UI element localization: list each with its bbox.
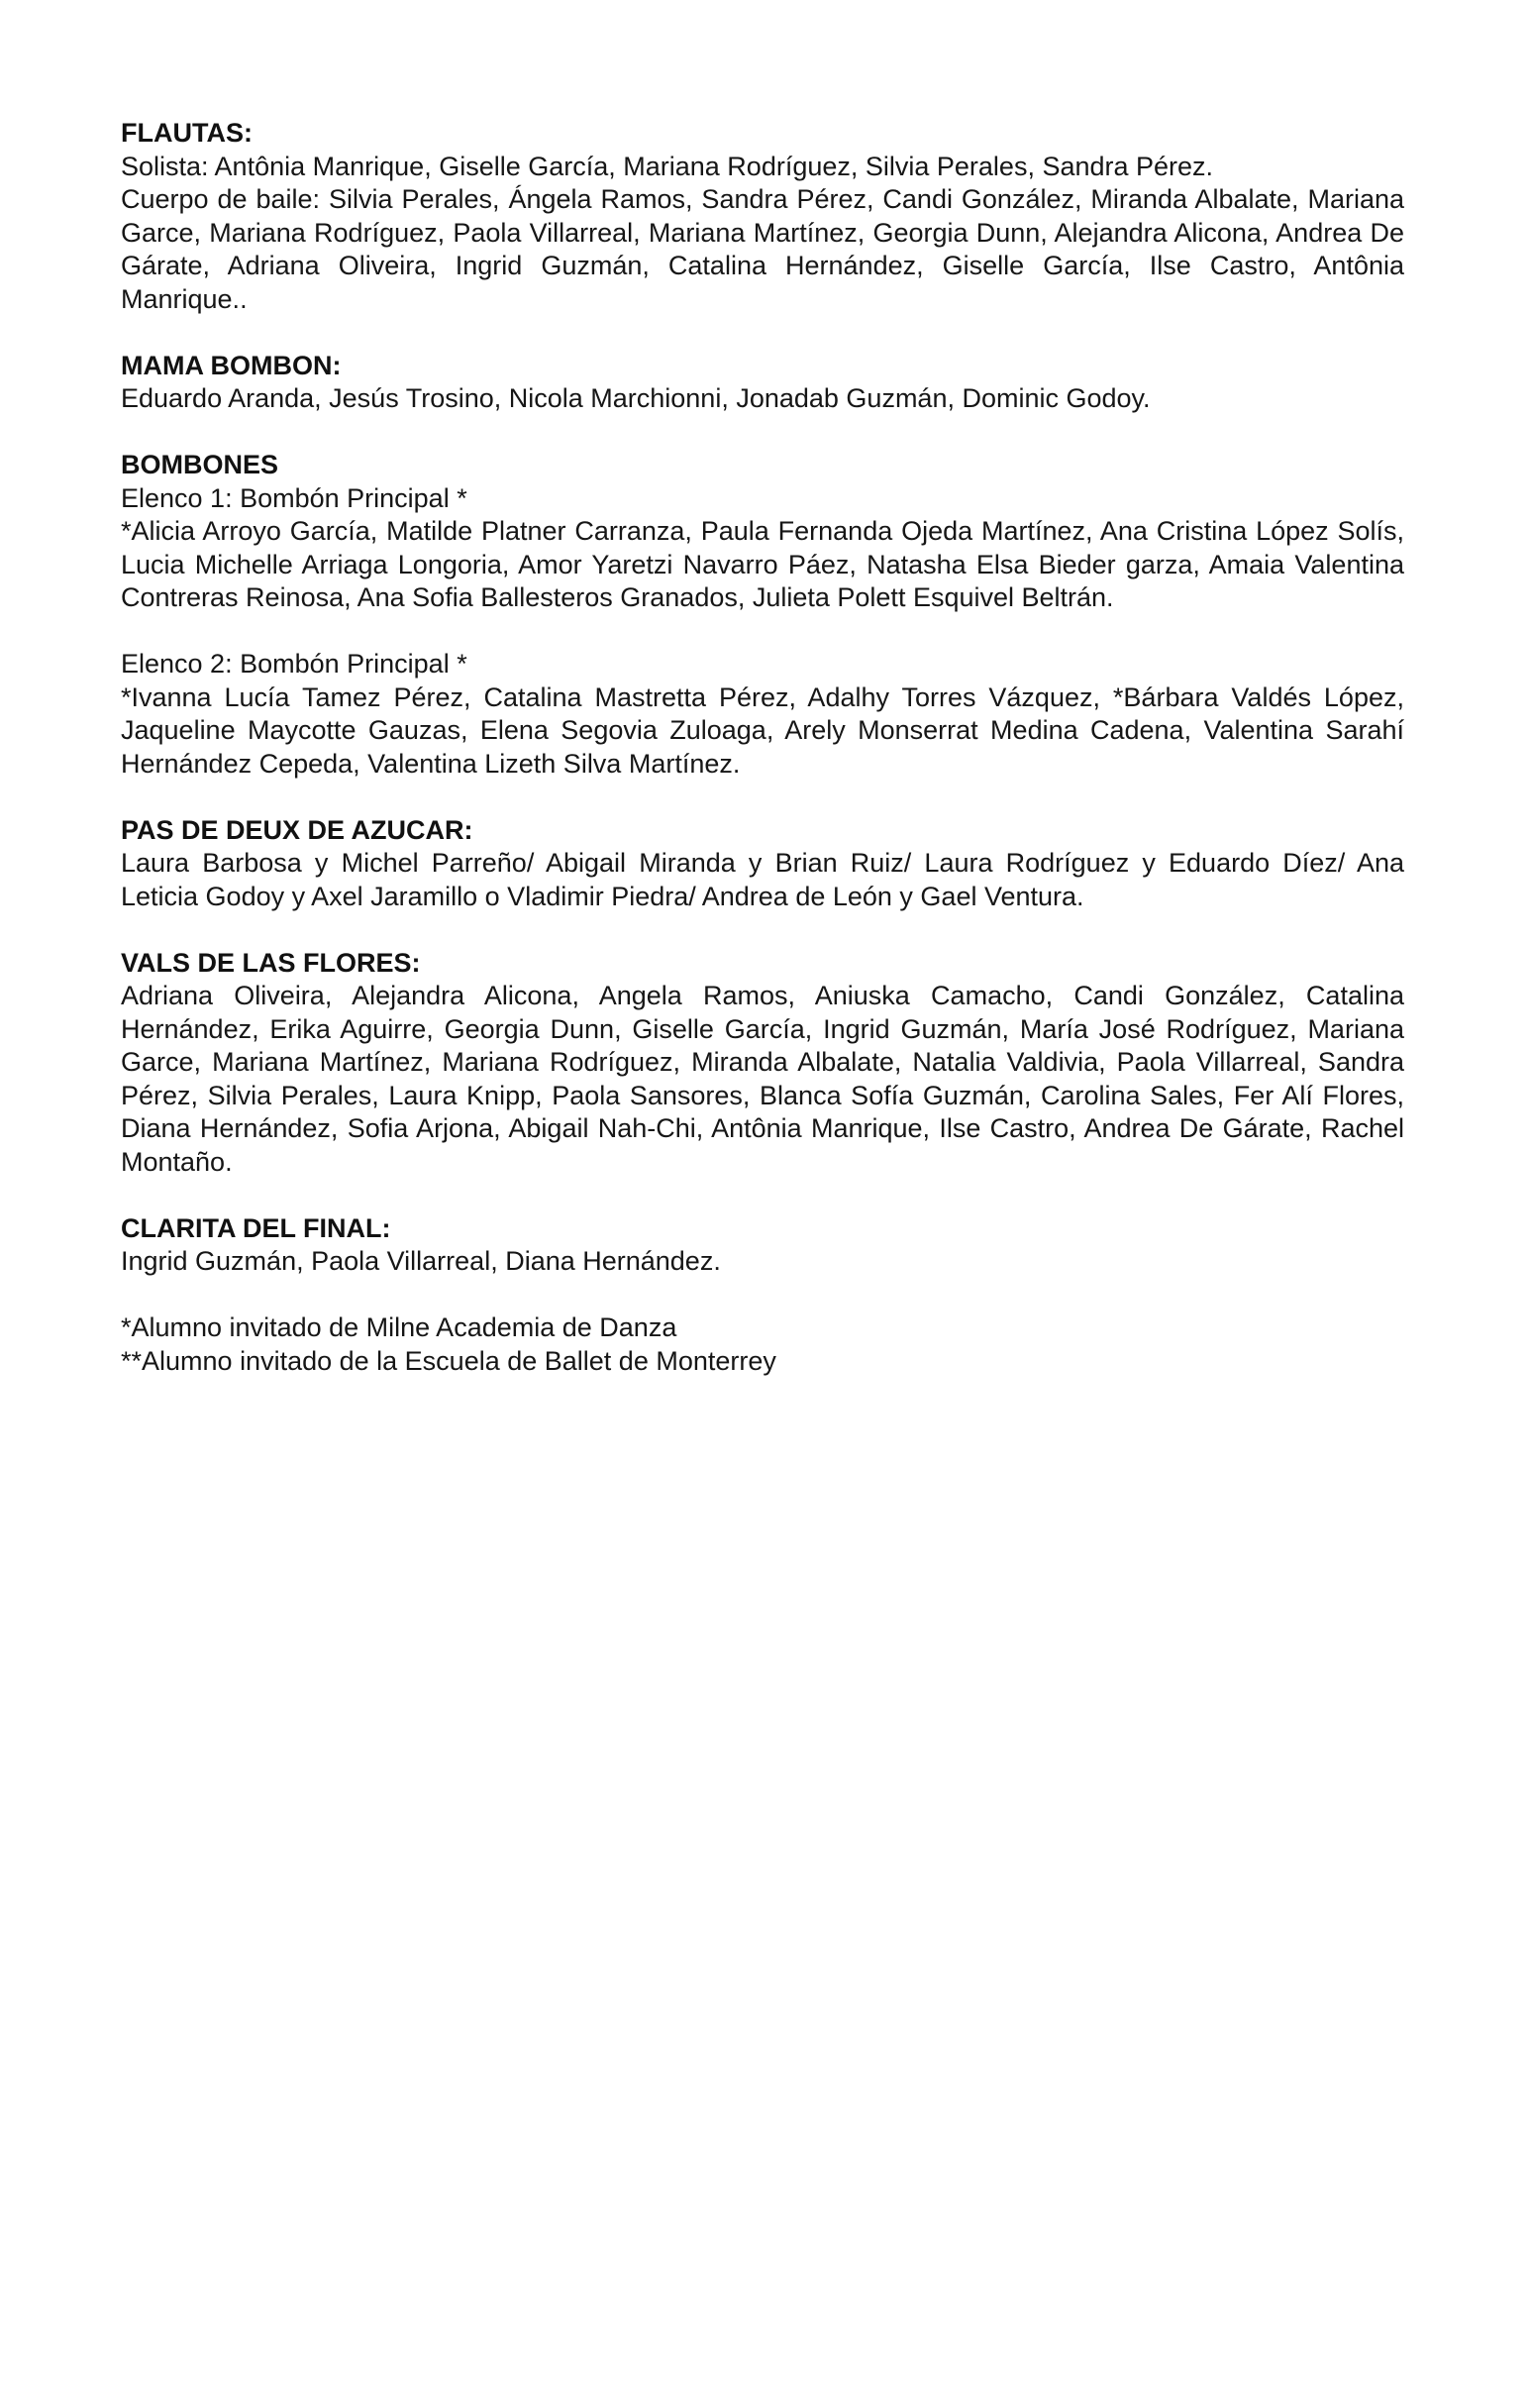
program-page: [121, 117, 1404, 1412]
section-flautas: [121, 117, 1404, 316]
section-bombones: [121, 449, 1404, 615]
section-pas-de-deux: [121, 814, 1404, 914]
cuerpo-de-baile-cast: Cuerpo de baile: Silvia Perales, Ángela Ramos, Sandra Pérez, Candi González, Miranda Albalate, Mariana Garce, Mariana Rodríguez, Paola Villarreal, Mariana Martínez, Georgia Dunn, Alejandra Alicona, Andrea De Gárate, Adriana Oliveira, Ingrid Guzmán, Catalina Hernández, Giselle García, Ilse Castro, Antônia Manrique..: [121, 184, 1404, 314]
footnotes: [121, 1311, 1404, 1378]
elenco-1-title: Elenco 1: Bombón Principal *: [121, 482, 467, 513]
footnote-monterrey: **Alumno invitado de la Escuela de Ballet de Monterrey: [121, 1345, 776, 1376]
elenco-2-cast: *Ivanna Lucía Tamez Pérez, Catalina Mastretta Pérez, Adalhy Torres Vázquez, *Bárbara Valdés López, Jaqueline Maycotte Gauzas, Elena Segovia Zuloaga, Arely Monserrat Medina Cadena, Valentina Sarahí Hernández Cepeda, Valentina Lizeth Silva Martínez.: [121, 681, 1404, 779]
vals-cast: Adriana Oliveira, Alejandra Alicona, Angela Ramos, Aniuska Camacho, Candi González, Catalina Hernández, Erika Aguirre, Georgia Dunn, Giselle García, Ingrid Guzmán, María José Rodríguez, Mariana Garce, Mariana Martínez, Mariana Rodríguez, Miranda Albalate, Natalia Valdivia, Paola Villarreal, Sandra Pérez, Silvia Perales, Laura Knipp, Paola Sansores, Blanca Sofía Guzmán, Carolina Sales, Fer Alí Flores, Diana Hernández, Sofia Arjona, Abigail Nah-Chi, Antônia Manrique, Ilse Castro, Andrea De Gárate, Rachel Montaño.: [121, 981, 1404, 1177]
footnote-milne: *Alumno invitado de Milne Academia de Danza: [121, 1312, 677, 1342]
section-heading: BOMBONES: [121, 450, 279, 479]
solista-cast: Solista: Antônia Manrique, Giselle García, Mariana Rodríguez, Silvia Perales, Sandra Pérez.: [121, 151, 1214, 181]
section-heading: MAMA BOMBON:: [121, 350, 342, 380]
clarita-cast: Ingrid Guzmán, Paola Villarreal, Diana Hernández.: [121, 1246, 721, 1276]
section-heading: CLARITA DEL FINAL:: [121, 1212, 391, 1243]
mama-bombon-cast: Eduardo Aranda, Jesús Trosino, Nicola Marchionni, Jonadab Guzmán, Dominic Godoy.: [121, 383, 1151, 413]
section-clarita-del-final: [121, 1212, 1404, 1279]
section-heading: FLAUTAS:: [121, 118, 253, 148]
pas-de-deux-cast: Laura Barbosa y Michel Parreño/ Abigail Miranda y Brian Ruiz/ Laura Rodríguez y Eduardo Díez/ Ana Leticia Godoy y Axel Jaramillo o Vladimir Piedra/ Andrea de León y Gael Ventura.: [121, 848, 1404, 911]
section-mama-bombon: [121, 350, 1404, 416]
elenco-2-title: Elenco 2: Bombón Principal *: [121, 649, 467, 679]
section-heading: VALS DE LAS FLORES:: [121, 947, 421, 978]
elenco-1-cast: *Alicia Arroyo García, Matilde Platner Carranza, Paula Fernanda Ojeda Martínez, Ana Cristina López Solís, Lucia Michelle Arriaga Longoria, Amor Yaretzi Navarro Páez, Natasha Elsa Bieder garza, Amaia Valentina Contreras Reinosa, Ana Sofia Ballesteros Granados, Julieta Polett Esquivel Beltrán.: [121, 516, 1404, 612]
section-heading: PAS DE DEUX DE AZUCAR:: [121, 814, 473, 845]
section-bombones-elenco-2: [121, 648, 1404, 781]
section-vals-de-las-flores: [121, 947, 1404, 1180]
